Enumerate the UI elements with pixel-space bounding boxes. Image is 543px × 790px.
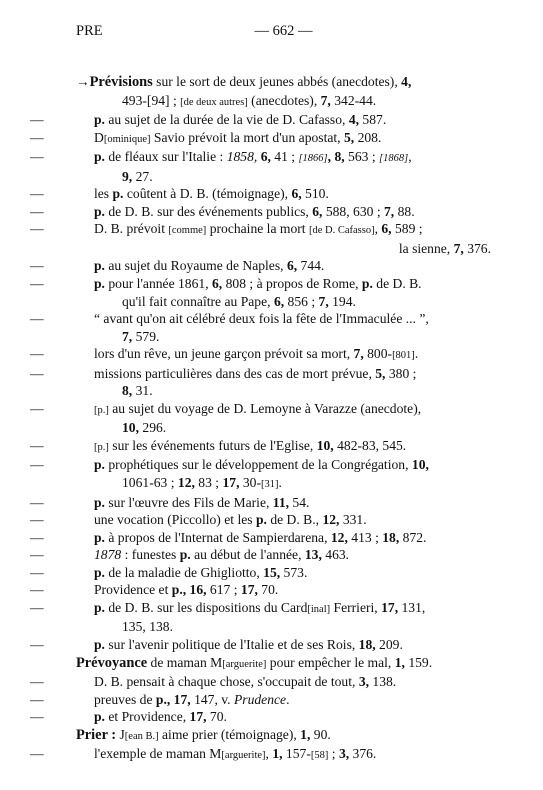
headword: Prier : — [76, 726, 117, 743]
entry-line: — [p.] au sujet du voyage de D. Lemoyne à Varazze (anecdote), 10, 296. — [30, 400, 422, 436]
entry-line: — preuves de p., 17, 147, v. Prudence. — [30, 691, 290, 707]
entry-line: — p. au sujet du Royaume de Naples, 6, 744. — [30, 258, 325, 274]
entry-line: — p. sur l'œuvre des Fils de Marie, 11, 54. — [30, 494, 310, 510]
entry-line: — “ avant qu'on ait célébré deux fois la fête de l'Immaculée ... ”, 7, 579. — [30, 311, 429, 344]
entry-line: — p. sur l'avenir politique de l'Italie et de ses Rois, 18, 209. — [30, 636, 403, 652]
page-header — [76, 23, 491, 43]
entry-line: — p. et Providence, 17, 70. — [30, 709, 227, 725]
entry-line: — p. de fléaux sur l'Italie : 1858, 6, 41 ; [1866], 8, 563 ; [1868], 9, 27. — [30, 149, 412, 184]
entry-line: — une vocation (Piccollo) et les p. de D. B., 12, 331. — [30, 512, 367, 528]
entry-line: — p. de D. B. sur les dispositions du Card[inal] Ferrieri, 17, 131, 135, 138. — [30, 599, 426, 635]
entry-line: — les p. coûtent à D. B. (témoignage), 6, 510. — [30, 186, 329, 202]
entry-line: — lors d'un rêve, un jeune garçon prévoit sa mort, 7, 800-[801]. — [30, 346, 419, 362]
entry-line: — p. prophétiques sur le développement de la Congrégation, 10, 1061-63 ; 12, 83 ; 17, 30-[31]. — [30, 457, 429, 491]
headword: Prévoyance — [76, 654, 148, 671]
entry-line: — Providence et p., 16, 617 ; 17, 70. — [30, 582, 279, 598]
entry-line: — missions particulières dans des cas de mort prévue, 5, 380 ; 8, 31. — [30, 365, 417, 399]
entry-line: — p. pour l'année 1861, 6, 808 ; à propos de Rome, p. de D. B. qu'il fait connaître au Pape, 6, 856 ; 7, 194. — [30, 276, 422, 309]
entry-line: — D. B. prévoit [comme] prochaine la mort [de D. Cafasso], 6, 589 ; la sienne, 7, 376. — [30, 221, 491, 256]
entry-line: — D[ominique] Savio prévoit la mort d'un apostat, 5, 208. — [30, 129, 382, 145]
entry-line: — p. de la maladie de Ghigliotto, 15, 573. — [30, 564, 308, 580]
arrow-right-icon: → — [76, 74, 90, 89]
entry-previsions: →Prévisions sur le sort de deux jeunes abbés (anecdotes), 4, 493-[94] ; [de deux autres] (anecdotes), 7, 342-44. — [76, 74, 412, 108]
entry-line: — p. de D. B. sur des événements publics, 6, 588, 630 ; 7, 88. — [30, 203, 415, 219]
index-entries — [30, 73, 491, 765]
entry-line: — D. B. pensait à chaque chose, s'occupait de tout, 3, 138. — [30, 674, 397, 690]
entry-line: — 1878 : funestes p. au début de l'année, 13, 463. — [30, 547, 350, 563]
running-head: PRE — [76, 23, 103, 39]
entry-line: — l'exemple de maman M[arguerite], 1, 157-[58] ; 3, 376. — [30, 746, 377, 762]
entry-line: — p. à propos de l'Internat de Sampierdarena, 12, 413 ; 18, 872. — [30, 529, 427, 545]
page-number: — 662 — — [254, 23, 313, 39]
entry-line: — p. au sujet de la durée de la vie de D. Cafasso, 4, 587. — [30, 112, 387, 128]
headword: Prévisions — [89, 74, 153, 90]
entry-line: — [p.] sur les événements futurs de l'Eglise, 10, 482-83, 545. — [30, 437, 407, 453]
entry-prevoyance: Prévoyance de maman M[arguerite] pour empêcher le mal, 1, 159. — [76, 654, 433, 671]
entry-prier: Prier : J[ean B.] aime prier (témoignage), 1, 90. — [76, 726, 331, 743]
